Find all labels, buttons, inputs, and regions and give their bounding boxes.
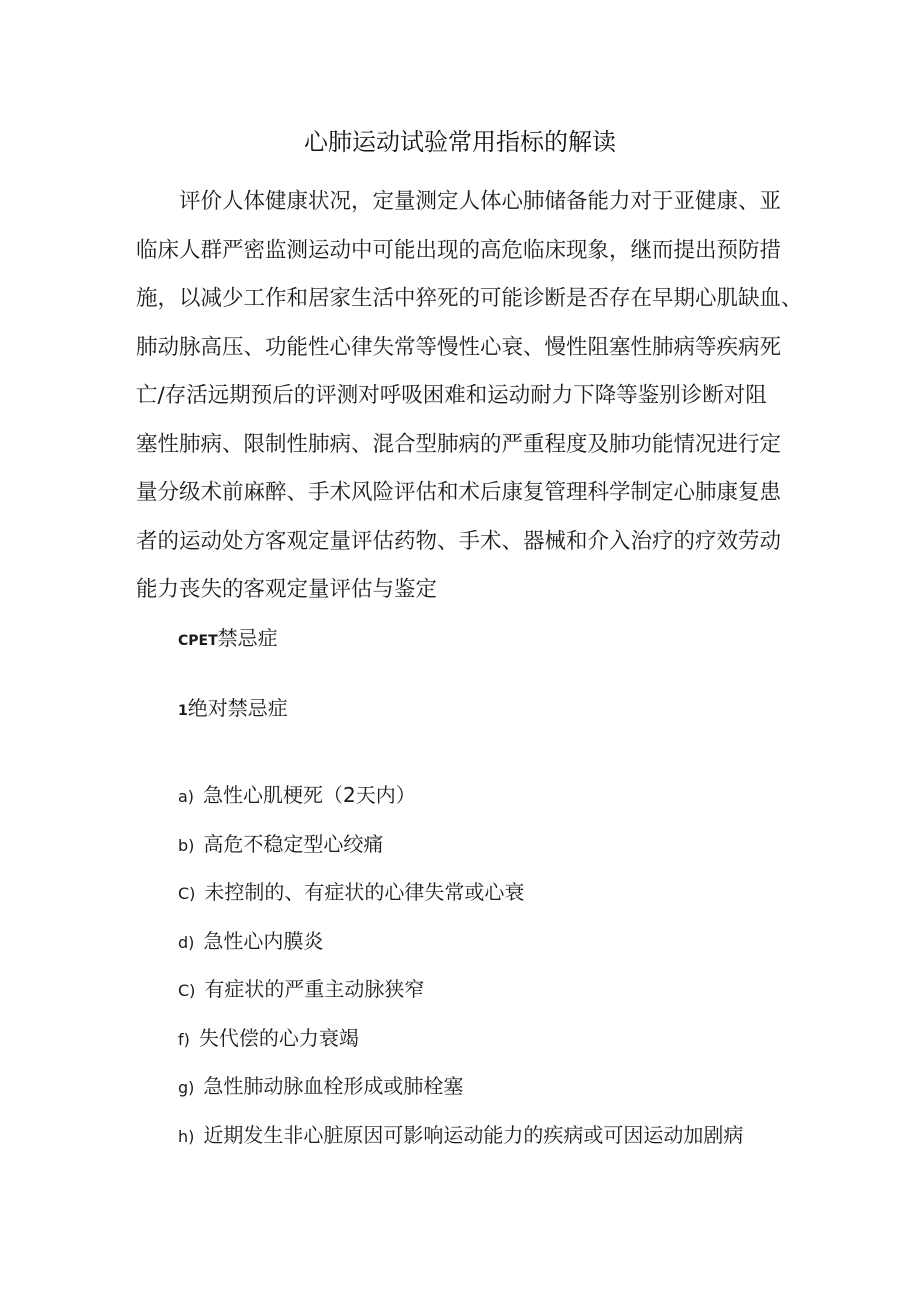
list-item-text: 高危不稳定型心绞痛	[203, 831, 384, 856]
intro-line: 亡/存活远期预后的评测对呼吸困难和运动耐力下降等鉴别诊断对阻	[136, 383, 767, 408]
intro-line: 评价人体健康状况，定量测定人体心肺储备能力对于亚健康、亚	[179, 189, 782, 214]
intro-paragraph	[136, 178, 803, 615]
list-item	[178, 829, 743, 878]
list-item-text: 急性肺动脉血栓形成或肺栓塞	[203, 1074, 464, 1098]
section-heading-abbr: CPET	[178, 633, 218, 649]
list-item	[178, 926, 743, 975]
list-item	[178, 1023, 743, 1072]
section-heading	[178, 624, 278, 655]
intro-line: 临床人群严密监测运动中可能出现的高危临床现象，继而提出预防措	[136, 237, 782, 263]
list-marker: C)	[178, 981, 196, 1000]
list-marker: d)	[178, 932, 195, 952]
subsection-heading-text: 绝对禁忌症	[187, 696, 288, 720]
intro-line: 量分级术前麻醉、手术风险评估和术后康复管理科学制定心肺康复患	[136, 480, 782, 505]
list-marker: b)	[178, 835, 195, 855]
list-item	[178, 780, 743, 829]
list-marker: h)	[178, 1126, 195, 1146]
list-marker: g)	[178, 1078, 195, 1097]
contraindication-list	[178, 780, 743, 1168]
list-item-text: 未控制的、有症状的心律失常或心衰	[204, 880, 525, 904]
intro-line: 能力丧失的客观定量评估与鉴定	[136, 577, 438, 602]
list-item-text: 急性心内膜炎	[203, 928, 324, 953]
intro-line: 施，以减少工作和居家生活中猝死的可能诊断是否存在早期心肌缺血、	[136, 286, 803, 311]
list-item	[178, 974, 743, 1023]
list-item	[178, 1120, 743, 1169]
list-marker: f)	[178, 1029, 190, 1049]
list-marker: a)	[178, 787, 195, 806]
intro-line: 肺动脉高压、功能性心律失常等慢性心衰、慢性阻塞性肺病等疾病死	[136, 334, 782, 360]
list-item-text: 急性心肌梗死（2天内）	[203, 783, 416, 807]
intro-line: 者的运动处方客观定量评估药物、手术、器械和介入治疗的疗效劳动	[136, 528, 782, 554]
intro-line: 塞性肺病、限制性肺病、混合型肺病的严重程度及肺功能情况进行定	[136, 431, 782, 457]
subsection-number: 1	[178, 703, 188, 719]
section-heading-text: 禁忌症	[217, 626, 278, 650]
list-item-text: 有症状的严重主动脉狭窄	[204, 977, 425, 1001]
list-item-text: 失代偿的心力衰竭	[198, 1025, 359, 1050]
document-title: 心肺运动试验常用指标的解读	[304, 128, 616, 156]
list-item	[178, 1071, 743, 1120]
list-item-text: 近期发生非心脏原因可影响运动能力的疾病或可因运动加剧病	[203, 1122, 744, 1147]
subsection-heading	[178, 694, 288, 725]
list-item	[178, 877, 743, 926]
list-marker: C)	[178, 884, 196, 903]
